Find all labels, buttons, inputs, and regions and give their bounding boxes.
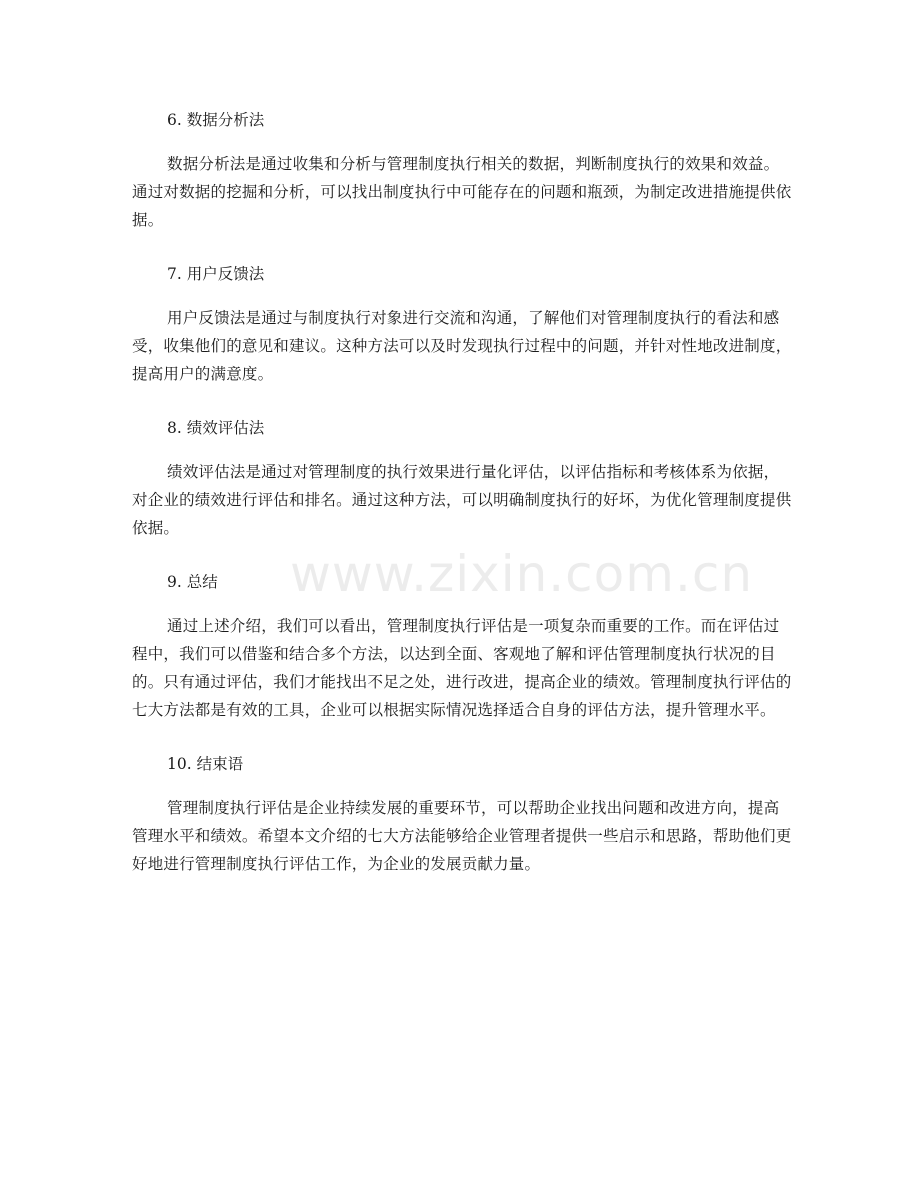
section-paragraph-performance-evaluation: 绩效评估法是通过对管理制度的执行效果进行量化评估，以评估指标和考核体系为依据，对企业的绩效进行评估和排名。通过这种方法，可以明确制度执行的好坏，为优化管理制度提供依据。 xyxy=(132,463,792,537)
document-content xyxy=(132,104,792,878)
section-paragraph-data-analysis: 数据分析法是通过收集和分析与管理制度执行相关的数据，判断制度执行的效果和效益。通过对数据的挖掘和分析，可以找出制度执行中可能存在的问题和瓶颈，为制定改进措施提供依据。 xyxy=(132,155,792,229)
section-heading-performance-evaluation: 8. 绩效评估法 xyxy=(167,419,265,437)
section-paragraph-user-feedback: 用户反馈法是通过与制度执行对象进行交流和沟通，了解他们对管理制度执行的看法和感受，收集他们的意见和建议。这种方法可以及时发现执行过程中的问题，并针对性地改进制度，提高用户的满意度。 xyxy=(132,309,792,383)
section-paragraph-summary: 通过上述介绍，我们可以看出，管理制度执行评估是一项复杂而重要的工作。而在评估过程中，我们可以借鉴和结合多个方法，以达到全面、客观地了解和评估管理制度执行状况的目的。只有通过评估，我们才能找出不足之处，进行改进，提高企业的绩效。管理制度执行评估的七大方法都是有效的工具，企业可以根据实际情况选择适合自身的评估方法，提升管理水平。 xyxy=(132,617,792,719)
section-paragraph-conclusion: 管理制度执行评估是企业持续发展的重要环节，可以帮助企业找出问题和改进方向，提高管理水平和绩效。希望本文介绍的七大方法能够给企业管理者提供一些启示和思路，帮助他们更好地进行管理制度执行评估工作，为企业的发展贡献力量。 xyxy=(132,799,792,873)
section-heading-summary: 9. 总结 xyxy=(167,573,218,591)
watermark-text: www.zixin.com.cn xyxy=(290,545,754,603)
section-heading-data-analysis: 6. 数据分析法 xyxy=(167,111,265,129)
section-heading-user-feedback: 7. 用户反馈法 xyxy=(167,265,265,283)
section-heading-conclusion: 10. 结束语 xyxy=(167,755,244,773)
